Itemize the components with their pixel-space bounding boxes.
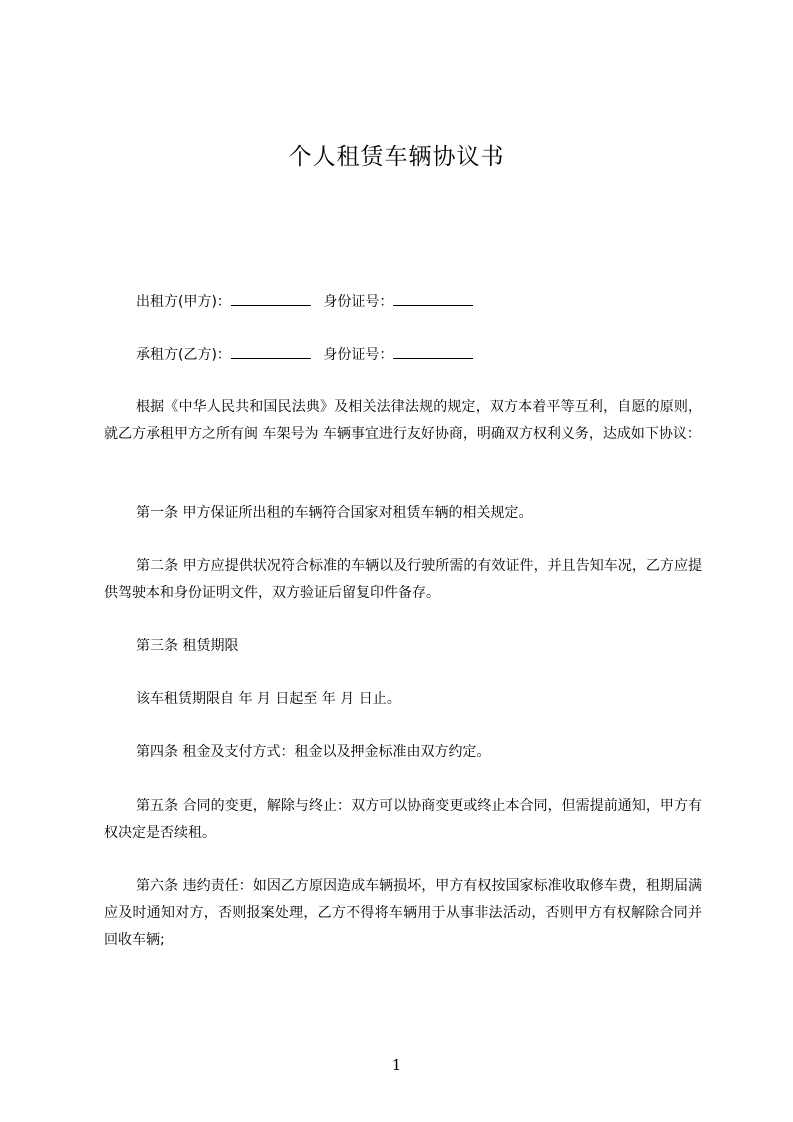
party-a-name-blank	[231, 291, 311, 306]
party-b-id-label: 身份证号：	[323, 347, 394, 363]
article-6: 第六条 违约责任：如因乙方原因造成车辆损坏，甲方有权按国家标准收取修车费，租期届满应及时通知对方，否则报案处理，乙方不得将车辆用于从事非法活动，否则甲方有权解除合同并回收车辆;	[104, 878, 702, 948]
article-2: 第二条 甲方应提供状况符合标准的车辆以及行驶所需的有效证件，并且告知车况，乙方应提供驾驶本和身份证明文件，双方验证后留复印件备存。	[104, 558, 702, 601]
page-number: 1	[391, 1056, 402, 1074]
article-3-detail: 该车租赁期限自 年 月 日起至 年 月 日止。	[136, 691, 401, 707]
article-1: 第一条 甲方保证所出租的车辆符合国家对租赁车辆的相关规定。	[136, 505, 533, 521]
party-b-id-blank	[393, 344, 473, 359]
party-a-line	[136, 291, 481, 312]
article-3-heading: 第三条 租赁期限	[136, 638, 239, 654]
document-title: 个人租赁车辆协议书	[288, 144, 505, 170]
party-b-label: 承租方(乙方)：	[136, 347, 231, 363]
article-4: 第四条 租金及支付方式：租金以及押金标准由双方约定。	[136, 744, 491, 760]
intro-paragraph: 根据《中华人民共和国民法典》及相关法律法规的规定，双方本着平等互利，自愿的原则，就乙方承租甲方之所有闽 车架号为 车辆事宜进行友好协商，明确双方权利义务，达成如下协议：	[104, 399, 702, 442]
party-a-id-blank	[393, 291, 473, 306]
party-b-line	[136, 344, 481, 365]
article-5: 第五条 合同的变更，解除与终止：双方可以协商变更或终止本合同，但需提前通知，甲方有权决定是否续租。	[104, 798, 702, 841]
party-a-id-label: 身份证号：	[323, 294, 394, 310]
party-b-name-blank	[231, 344, 311, 359]
party-a-label: 出租方(甲方)：	[136, 294, 231, 310]
